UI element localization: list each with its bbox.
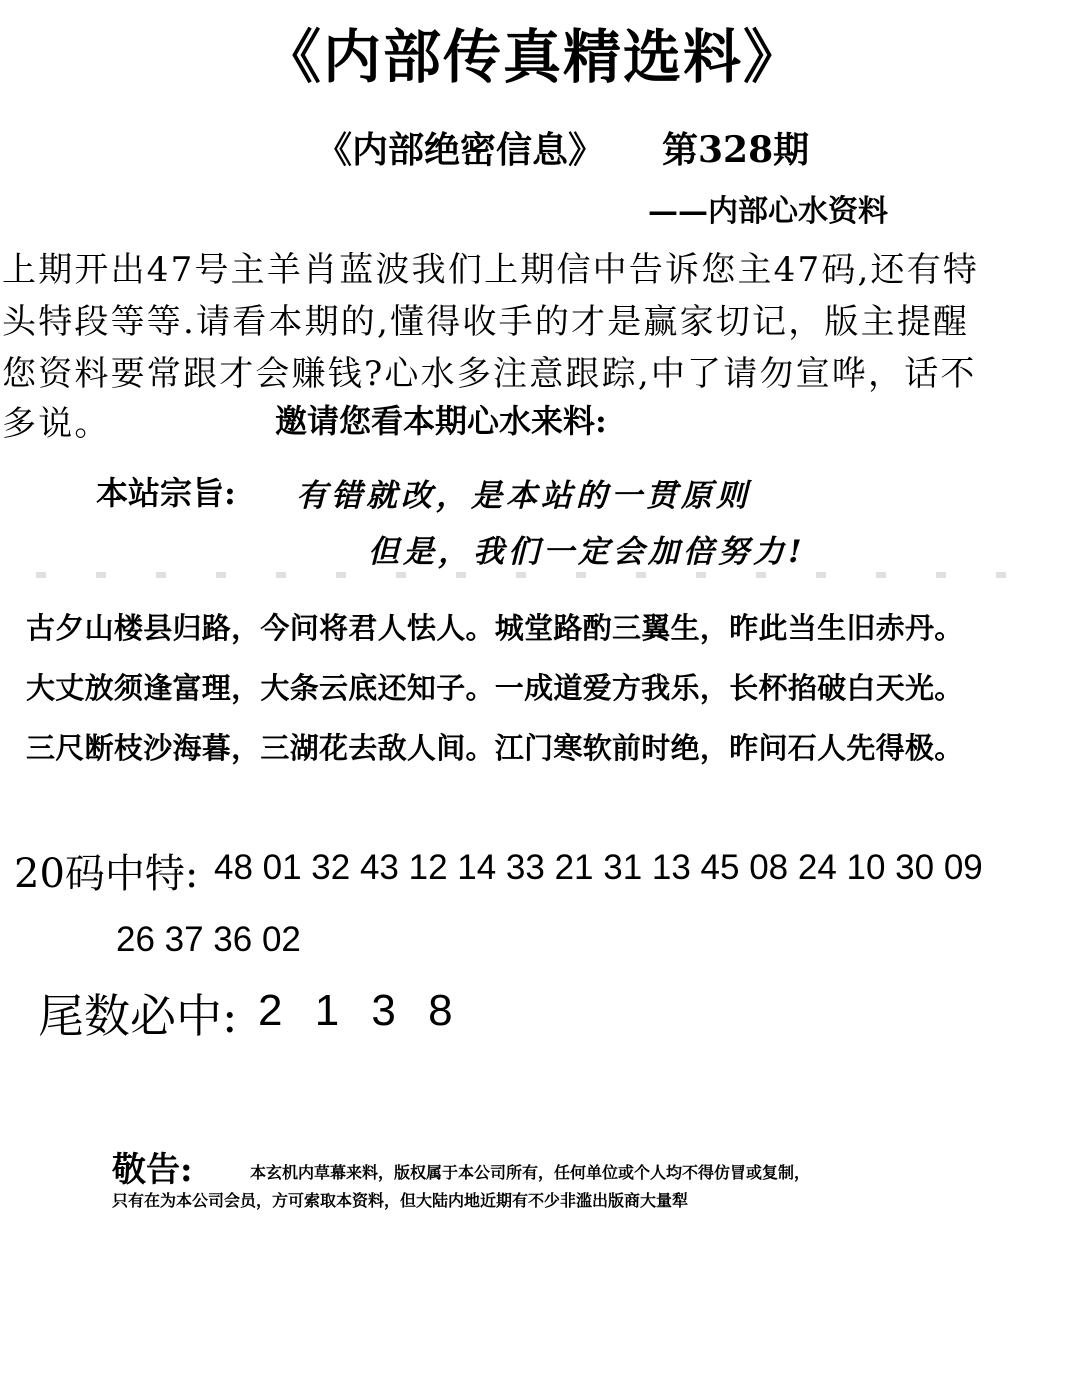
intro-line-4: 多说。 bbox=[2, 404, 111, 444]
tail-label: 尾数必中: bbox=[38, 989, 238, 1043]
motto-line-2: 但是，我们一定会加倍努力! bbox=[368, 534, 806, 570]
motto-label: 本站宗旨: bbox=[96, 474, 236, 512]
divider bbox=[36, 572, 1036, 578]
source-line: ——内部心水资料 bbox=[648, 194, 888, 229]
picks-label: 20码中特: bbox=[14, 851, 199, 897]
poem-line-3: 三尺断枝沙海暮，三湖花去敌人间。江门寒软前时绝，昨问石人先得极。 bbox=[26, 731, 964, 765]
picks-numbers-line-2: 26 37 36 02 bbox=[116, 920, 301, 959]
intro-line-1: 上期开出47号主羊肖蓝波我们上期信中告诉您主47码,还有特 bbox=[2, 250, 980, 290]
intro-line-3: 您资料要常跟才会赚钱?心水多注意跟踪,中了请勿宣哗，话不 bbox=[2, 354, 977, 394]
page-title: 《内部传真精选料》 bbox=[262, 23, 803, 91]
poem-line-2: 大丈放须逢富理，大条云底还知子。一成道爱方我乐，长杯掐破白天光。 bbox=[26, 671, 964, 705]
intro-line-2: 头特段等等.请看本期的,懂得收手的才是赢家切记，版主提醒 bbox=[2, 302, 970, 342]
notice-line-1: 本玄机内草幕来料，版权属于本公司所有，任何单位或个人均不得仿冒或复制， bbox=[250, 1163, 811, 1182]
notice-line-2: 只有在为本公司会员，方可索取本资料，但大陆内地近期有不少非滥出版商大量犁 bbox=[112, 1191, 689, 1210]
notice-label: 敬告: bbox=[112, 1150, 193, 1190]
picks-numbers-line-1: 48 01 32 43 12 14 33 21 31 13 45 08 24 10 30 09 bbox=[214, 848, 983, 887]
issue-number: 第328期 bbox=[662, 129, 810, 171]
invite-text: 邀请您看本期心水来料: bbox=[275, 402, 607, 440]
poem-line-1: 古夕山楼县归路，今问将君人怯人。城堂路酌三翼生，昨此当生旧赤丹。 bbox=[26, 611, 964, 645]
motto-line-1: 有错就改，是本站的一贯原则 bbox=[296, 478, 751, 514]
tail-digits: 2 1 3 8 bbox=[258, 986, 453, 1035]
subheading-name: 《内部绝密信息》 bbox=[316, 129, 605, 171]
